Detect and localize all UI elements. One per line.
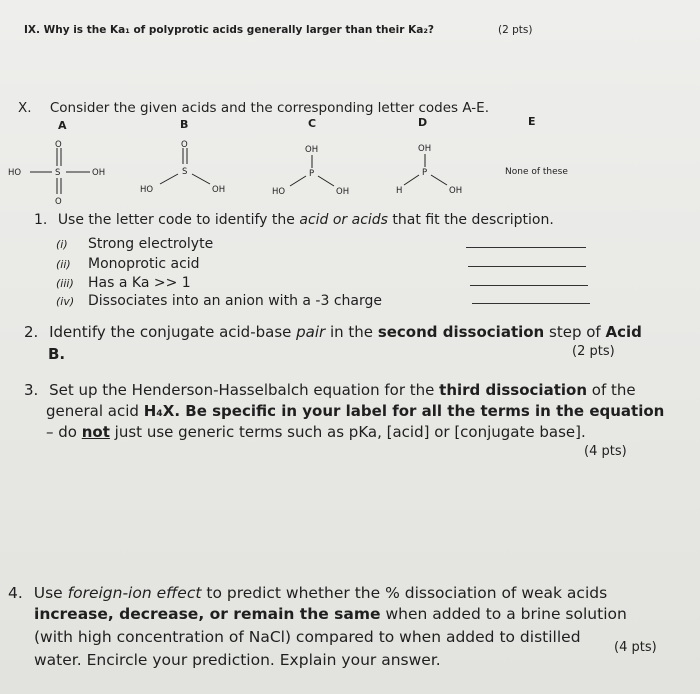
q2-text-a: Identify the conjugate acid-base (49, 323, 297, 341)
q1-text-b: that fit the description. (387, 212, 554, 228)
q4-line-1 (8, 582, 607, 604)
b-s-label: S (182, 167, 188, 177)
q3-line3-ul: not (81, 423, 110, 441)
c-ho-label: HO (272, 187, 286, 197)
q3-line-1 (24, 380, 636, 401)
d-h-label: H (396, 186, 403, 196)
question-10-text: Consider the given acids and the corresponding letter codes A-E. (49, 100, 489, 116)
q2-text-bold: second dissociation (377, 323, 545, 341)
q2-number: 2. (24, 323, 39, 341)
q1-answer-blank-ii[interactable] (468, 266, 586, 267)
option-e-none-of-these: None of these (505, 167, 568, 177)
q4-line2-bold: increase, decrease, or remain the same (34, 605, 381, 623)
q1-prompt (34, 212, 554, 228)
q1-answer-blank-i[interactable] (466, 247, 586, 248)
q1-number: 1. (34, 212, 48, 228)
d-oh-label: OH (449, 186, 463, 196)
q1-answer-blank-iii[interactable] (470, 285, 588, 286)
q1-item-iv (56, 293, 382, 309)
a-ho-label: HO (8, 168, 22, 178)
q4-line-3: (with high concentration of NaCl) compared to when added to distilled (34, 628, 581, 646)
q1-item-iii (56, 275, 191, 291)
b-ho-label: HO (140, 185, 154, 195)
q3-line1-bold: third dissociation (439, 381, 587, 399)
q1-item-iv-roman: (iv) (56, 295, 75, 308)
a-oh-label: OH (92, 168, 106, 178)
q2-text-c: step of (544, 323, 606, 341)
q1-item-ii (56, 256, 200, 272)
q1-text-a: Use the letter code to identify the (57, 212, 300, 228)
q1-answer-blank-iv[interactable] (472, 303, 590, 304)
question-10-prefix: X. (18, 100, 32, 116)
q4-line1-em: foreign-ion effect (67, 584, 202, 602)
letter-d: D (418, 116, 428, 129)
q4-line-4: water. Encircle your prediction. Explain your answer. (34, 651, 441, 669)
letter-b: B (180, 118, 189, 131)
q4-points: (4 pts) (614, 640, 657, 655)
q3-line3-b: just use generic terms such as pKa, [acid] or [conjugate base]. (109, 423, 586, 441)
q3-line2-a: general acid (46, 402, 144, 420)
q3-line1-b: of the (587, 381, 636, 399)
q1-item-i (56, 236, 213, 252)
q3-line2-bold: H₄X. Be specific in your label for all the terms in the equation (143, 402, 665, 420)
a-o-top-label: O (55, 140, 62, 150)
q2-line-2: B. (48, 345, 66, 363)
q2-text-em: pair (296, 323, 326, 341)
d-p-label: P (422, 168, 428, 178)
q2-line-1 (24, 322, 642, 343)
q4-line1-b: to predict whether the % dissociation of weak acids (201, 584, 608, 602)
question-9-text: IX. Why is the Ka₁ of polyprotic acids generally larger than their Ka₂? (24, 24, 435, 36)
question-9-points: (2 pts) (498, 24, 533, 36)
q4-line-2 (34, 605, 627, 623)
q4-line2-b: when added to a brine solution (380, 605, 627, 623)
b-oh-label: OH (212, 185, 226, 195)
q1-item-i-text: Strong electrolyte (88, 236, 214, 252)
q1-item-iv-text: Dissociates into an anion with a -3 charge (88, 293, 382, 309)
a-o-bottom-label: O (55, 197, 62, 207)
q2-text-bold2: Acid (605, 323, 642, 341)
q1-item-ii-roman: (ii) (56, 258, 71, 271)
q3-line-3 (46, 422, 586, 443)
q1-item-iii-roman: (iii) (56, 277, 74, 290)
q3-line1-a: Set up the Henderson-Hasselbalch equation for the (49, 381, 440, 399)
c-p-label: P (309, 169, 315, 179)
letter-a: A (58, 119, 67, 132)
q2-text-b: in the (325, 323, 378, 341)
c-oh-top-label: OH (305, 145, 319, 155)
q3-number: 3. (24, 381, 39, 399)
letter-e: E (528, 115, 536, 128)
letter-c: C (308, 117, 317, 130)
q1-text-em: acid or acids (299, 212, 388, 228)
acid-structures-diagram (0, 130, 700, 210)
q1-item-i-roman: (i) (56, 238, 68, 251)
a-s-label: S (55, 168, 61, 178)
c-oh-label: OH (336, 187, 350, 197)
q4-line1-a: Use (33, 584, 68, 602)
q3-points: (4 pts) (584, 444, 627, 459)
d-oh-top-label: OH (418, 144, 432, 154)
q3-line3-a: – do (46, 423, 82, 441)
q3-line-2 (46, 401, 664, 422)
q1-item-iii-text: Has a Ka >> 1 (88, 275, 191, 291)
q2-points: (2 pts) (572, 344, 615, 359)
q4-number: 4. (8, 584, 23, 602)
b-o-label: O (181, 140, 188, 150)
question-10-header (18, 100, 489, 116)
q1-item-ii-text: Monoprotic acid (88, 256, 200, 272)
